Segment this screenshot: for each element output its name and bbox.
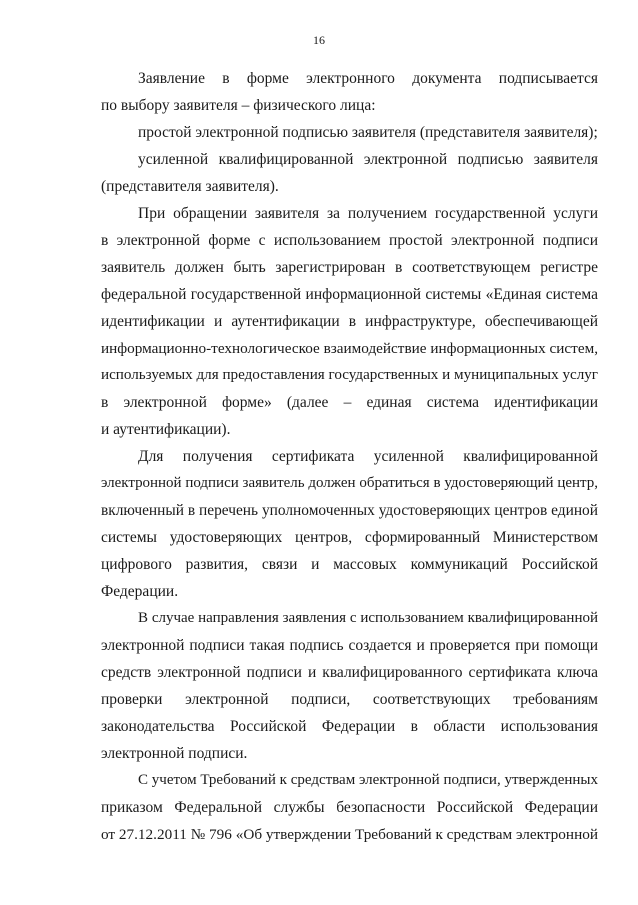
text-line: (представителя заявителя). [101, 178, 279, 195]
text-line: Федерации. [101, 583, 179, 600]
text-line: проверки электронной подписи, соответствующих требованиям [101, 691, 598, 708]
text-line: по выбору заявителя – физического лица: [101, 97, 376, 114]
text-line: усиленной квалифицированной электронной подписью заявителя [138, 151, 598, 168]
paragraph [101, 200, 598, 443]
text-line: информационно-технологическое взаимодействие информационных систем, [101, 340, 598, 357]
paragraph [101, 119, 598, 146]
text-line: заявитель должен быть зарегистрирован в соответствующем регистре [101, 259, 598, 276]
text-line: электронной подписи такая подпись создается и проверяется при помощи [101, 637, 598, 654]
text-line: в электронной форме с использованием простой электронной подписи [101, 232, 598, 249]
text-line: простой электронной подписью заявителя (представителя заявителя); [138, 124, 598, 141]
paragraph [101, 767, 598, 848]
text-line: в электронной форме» (далее – единая система идентификации [101, 394, 598, 411]
text-line: При обращении заявителя за получением государственной услуги [138, 205, 598, 222]
text-line: Для получения сертификата усиленной квалифицированной [138, 448, 598, 465]
text-line: С учетом Требований к средствам электронной подписи, утвержденных [138, 772, 598, 788]
text-line: и аутентификации). [101, 421, 231, 438]
text-line: законодательства Российской Федерации в области использования [101, 718, 598, 735]
text-line: В случае направления заявления с использованием квалифицированной [138, 610, 598, 626]
text-line: приказом Федеральной службы безопасности Российской Федерации [101, 799, 598, 816]
paragraph [101, 65, 598, 119]
text-line: от 27.12.2011 № 796 «Об утверждении Требований к средствам электронной [101, 826, 598, 843]
paragraph [101, 605, 598, 767]
text-line: федеральной государственной информационной системы «Единая система [101, 286, 598, 303]
text-line: включенный в перечень уполномоченных удостоверяющих центров единой [101, 502, 598, 519]
text-line: электронной подписи заявитель должен обратиться в удостоверяющий центр, [101, 475, 598, 491]
paragraph [101, 443, 598, 605]
paragraph [101, 146, 598, 200]
text-line: идентификации и аутентификации в инфраструктуре, обеспечивающей [101, 313, 598, 330]
document-body [101, 65, 598, 848]
text-line: Заявление в форме электронного документа подписывается [138, 70, 598, 87]
text-line: средств электронной подписи и квалифицированного сертификата ключа [101, 664, 598, 681]
page-number: 16 [313, 33, 325, 47]
text-line: цифрового развития, связи и массовых коммуникаций Российской [101, 556, 598, 573]
text-line: электронной подписи. [101, 745, 248, 762]
text-line: системы удостоверяющих центров, сформированный Министерством [101, 529, 598, 546]
text-line: используемых для предоставления государственных и муниципальных услуг [101, 367, 598, 383]
